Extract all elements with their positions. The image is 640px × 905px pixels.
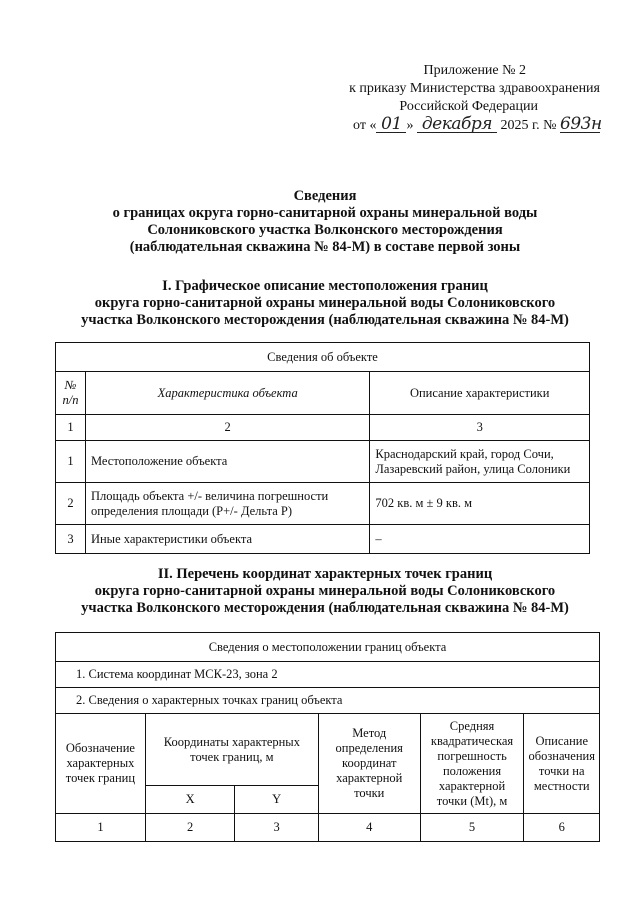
object-info-table: [55, 342, 590, 554]
main-title-line: (наблюдательная скважина № 84-М) в составе первой зоны: [129, 239, 521, 255]
main-title-line: Сведения: [293, 188, 357, 204]
header-y: Y: [235, 786, 319, 814]
date-day: 01: [376, 116, 406, 133]
section2-title-line: II. Перечень координат характерных точек границ: [157, 566, 493, 582]
section1-title-line: I. Графическое описание местоположения границ: [162, 278, 488, 294]
appendix-header: [310, 62, 600, 135]
appendix-date-line: [310, 116, 600, 135]
row-characteristic: Площадь объекта +/- величина погрешности определения площади (P+/- Дельта P): [85, 483, 369, 525]
row-num: 1: [56, 441, 86, 483]
row-description: Краснодарский край, город Сочи, Лазаревский район, улица Солоники: [370, 441, 590, 483]
colnum: 2: [145, 814, 234, 842]
order-number: 693н: [560, 114, 602, 134]
row-description: 702 кв. м ± 9 кв. м: [370, 483, 590, 525]
row-num: 3: [56, 525, 86, 554]
section2-title: [60, 566, 590, 617]
colnum: 1: [56, 415, 86, 441]
date-mid: »: [406, 118, 414, 133]
header-point-description: Описание обозначения точки на местности: [524, 714, 600, 814]
points-info-row: 2. Сведения о характерных точках границ объекта: [56, 688, 600, 714]
coordinates-table: [55, 632, 600, 842]
table1-caption: Сведения об объекте: [56, 343, 590, 372]
row-characteristic: Местоположение объекта: [85, 441, 369, 483]
table-row: [56, 441, 590, 483]
section1-title-line: округа горно-санитарной охраны минеральной воды Солониковского: [94, 295, 556, 311]
date-year: 2025 г. №: [500, 118, 557, 133]
main-title-line: о границах округа горно-санитарной охраны минеральной воды: [112, 205, 538, 221]
colnum: 3: [370, 415, 590, 441]
colnum: 3: [235, 814, 319, 842]
colnum: 6: [524, 814, 600, 842]
table-row: [56, 483, 590, 525]
header-coords: Координаты характерных точек границ, м: [145, 714, 318, 786]
header-method: Метод определения координат характерной точки: [318, 714, 420, 814]
header-designation: Обозначение характерных точек границ: [56, 714, 146, 814]
section2-title-line: участка Волконского месторождения (наблюдательная скважина № 84-М): [81, 600, 569, 616]
section1-title-line: участка Волконского месторождения (наблюдательная скважина № 84-М): [81, 312, 569, 328]
main-title: [60, 188, 590, 256]
section2-title-line: округа горно-санитарной охраны минеральной воды Солониковского: [94, 583, 556, 599]
main-title-line: Солониковского участка Волконского месторождения: [147, 222, 503, 238]
header-rms: Средняя квадратическая погрешность положения характерной точки (Mt), м: [420, 714, 524, 814]
coord-system-row: 1. Система координат МСК-23, зона 2: [56, 662, 600, 688]
section1-title: [60, 278, 590, 329]
appendix-number: Приложение № 2: [423, 63, 526, 78]
colnum: 5: [420, 814, 524, 842]
header-description: Описание характеристики: [370, 372, 590, 415]
colnum: 4: [318, 814, 420, 842]
row-characteristic: Иные характеристики объекта: [85, 525, 369, 554]
header-characteristic: Характеристика объекта: [85, 372, 369, 415]
date-month: декабря: [417, 116, 497, 133]
header-x: X: [145, 786, 234, 814]
colnum: 1: [56, 814, 146, 842]
table-row: [56, 525, 590, 554]
appendix-ministry: Российской Федерации: [399, 99, 538, 114]
row-description: –: [370, 525, 590, 554]
row-num: 2: [56, 483, 86, 525]
header-num: № п/п: [56, 372, 86, 415]
date-prefix: от «: [353, 118, 377, 133]
appendix-order: к приказу Министерства здравоохранения: [349, 81, 600, 96]
table-row: [56, 814, 600, 842]
table2-caption: Сведения о местоположении границ объекта: [56, 633, 600, 662]
colnum: 2: [85, 415, 369, 441]
